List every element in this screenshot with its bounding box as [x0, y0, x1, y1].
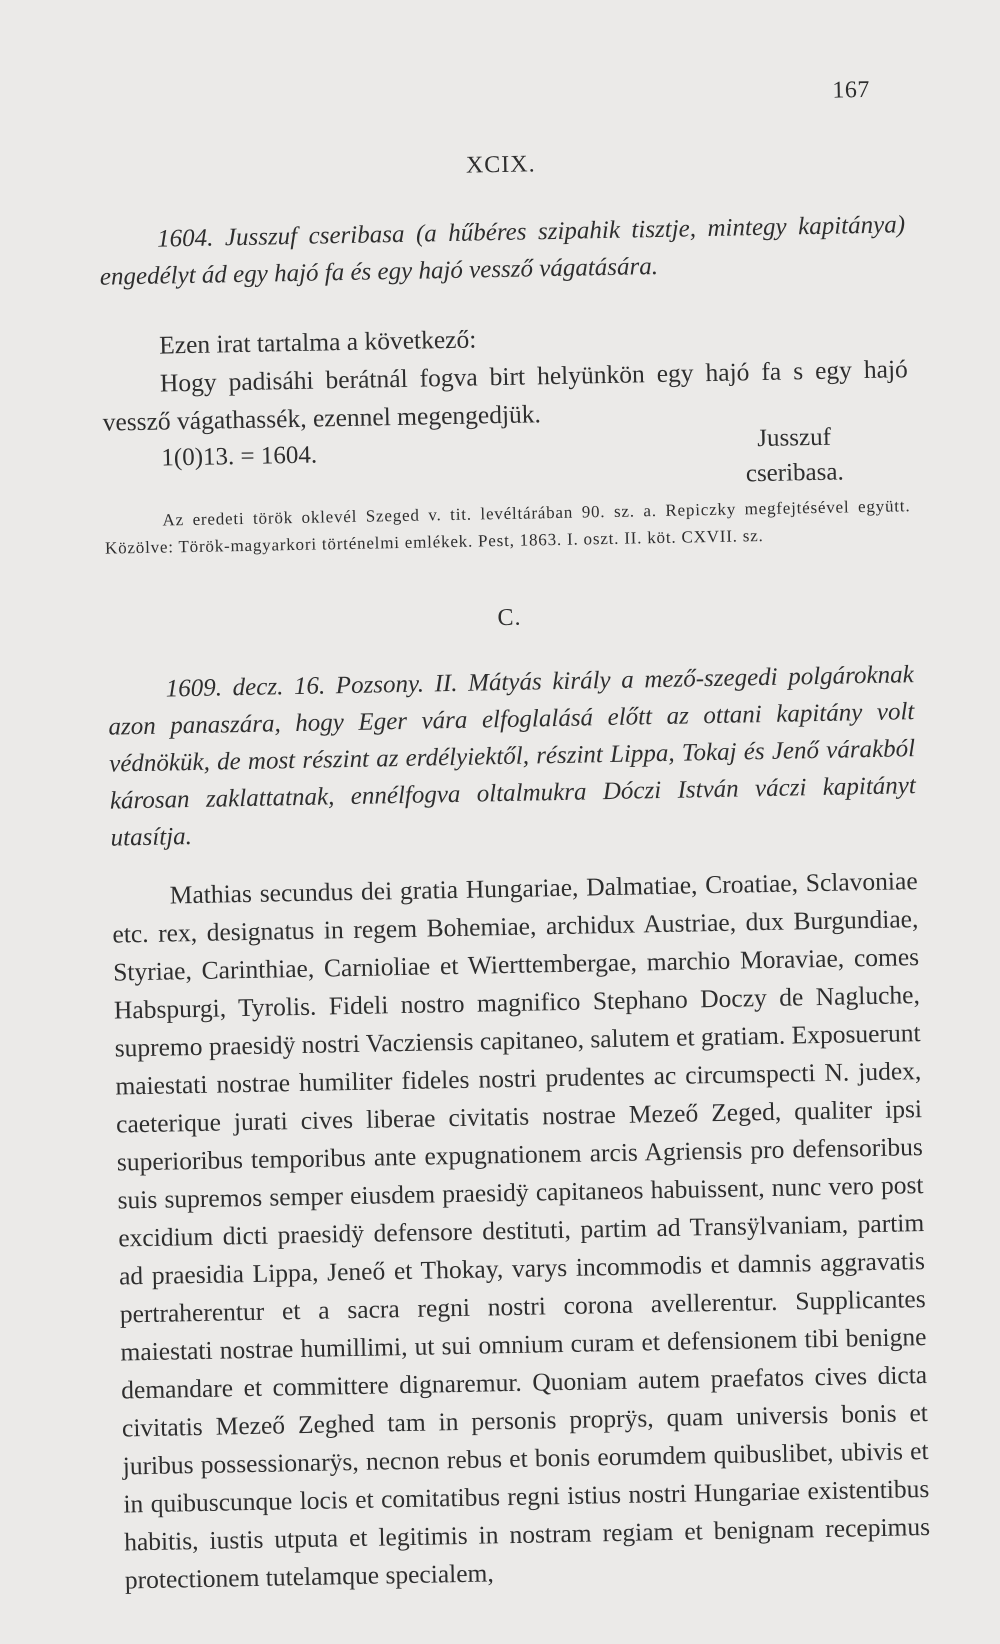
summary-text: 1609. decz. 16. Pozsony. II. Mátyás király a mező-szegedi polgároknak azon panaszára, hogy Eger vára elfoglalásá előtt az ottani kapitány volt védnökük, de most részint az erdélyiektől, részint Lippa, Tokaj és Jenő várakból károsan zaklattatnak, ennélfogva oltalmukra Dóczi István váczi kapitányt utasítja.: [108, 661, 917, 852]
document-number-xcix: XCIX.: [465, 151, 536, 179]
source-note-text: Az eredeti török oklevél Szeged v. tit. levéltárában 90. sz. a. Repiczky megfejtésével együtt. Közölve: Török-magyarkori történelmi emlékek. Pest, 1863. I. oszt. II. köt. CXVII. sz.: [104, 496, 911, 558]
signer-title: cseribasa.: [745, 458, 844, 488]
text-block: [95, 0, 931, 1595]
body-text: Mathias secundus dei gratia Hungariae, Dalmatiae, Croatiae, Sclavoniae etc. rex, designatus in regem Bohemiae, archidux Austriae, dux Burgundiae, Styriae, Carinthiae, Carnioliae et Wierttembergae, marchio Moraviae, comes Habspurgi, Tyrolis. Fideli nostro magnifico Stephano Doczy de Nagluche, supremo praesidÿ nostri Vacziensis capitaneo, salutem et gratiam. Exposuerunt maiestati nostrae humiliter fideles nostri prudentes ac circumspecti N. judex, caeterique jurati cives liberae civitatis nostrae Mezeő Zeged, qualiter ipsi superioribus temporibus ante expugnationem arcis Agriensis pro defensoribus suis supremos semper eiusdem praesidÿ capitaneos habuissent, nunc vero post excidium dicti praesidÿ defensore destituti, partim ad Transÿlvaniam, partim ad praesidia Lippa, Jeneő et Thokay, varys incommodis et damnis aggravatis pertraherentur et a sacra regni nostri corona avellerentur. Supplicantes maiestati nostrae humillimi, ut sui omnium curam et defensionem tibi benigne demandare et committere dignaremur. Quoniam autem praefatos cives dicta civitatis Mezeő Zeghed tam in personis proprÿs, quam universis bonis et juribus possessionarÿs, necnon rebus et bonis eorumdem quibuslibet, ubivis et in quibuscunque locis et comitatibus regni istius nostri Hungariae existentibus habitis, iustis utputa et legitimis in nostram regiam et benignam recepimus protectionem tutelamque specialem,: [112, 866, 931, 1595]
source-note-xcix: [104, 492, 911, 561]
summary-text: 1604. Jusszuf cseribasa (a hűbéres szipahik tisztje, mintegy kapitánya) engedélyt ád egy hajó fa és egy hajó vessző vágatására.: [99, 211, 906, 291]
document-body-c: [111, 862, 931, 1599]
document-summary-c: [107, 656, 916, 856]
intro-text: Ezen irat tartalma a következő:: [158, 324, 477, 360]
body-text: Hogy padisáhi berátnál fogva birt helyünkön egy hajó fa s egy hajó vessző vágathassék, ezennel megengedjük.: [102, 354, 909, 437]
document-number-c: C.: [497, 604, 522, 632]
page-number: 167: [832, 76, 871, 104]
document-summary-xcix: [99, 206, 906, 295]
document-date-xcix: 1(0)13. = 1604.: [161, 441, 318, 472]
signer-name: Jusszuf: [757, 423, 832, 453]
signature-block: [719, 419, 870, 492]
